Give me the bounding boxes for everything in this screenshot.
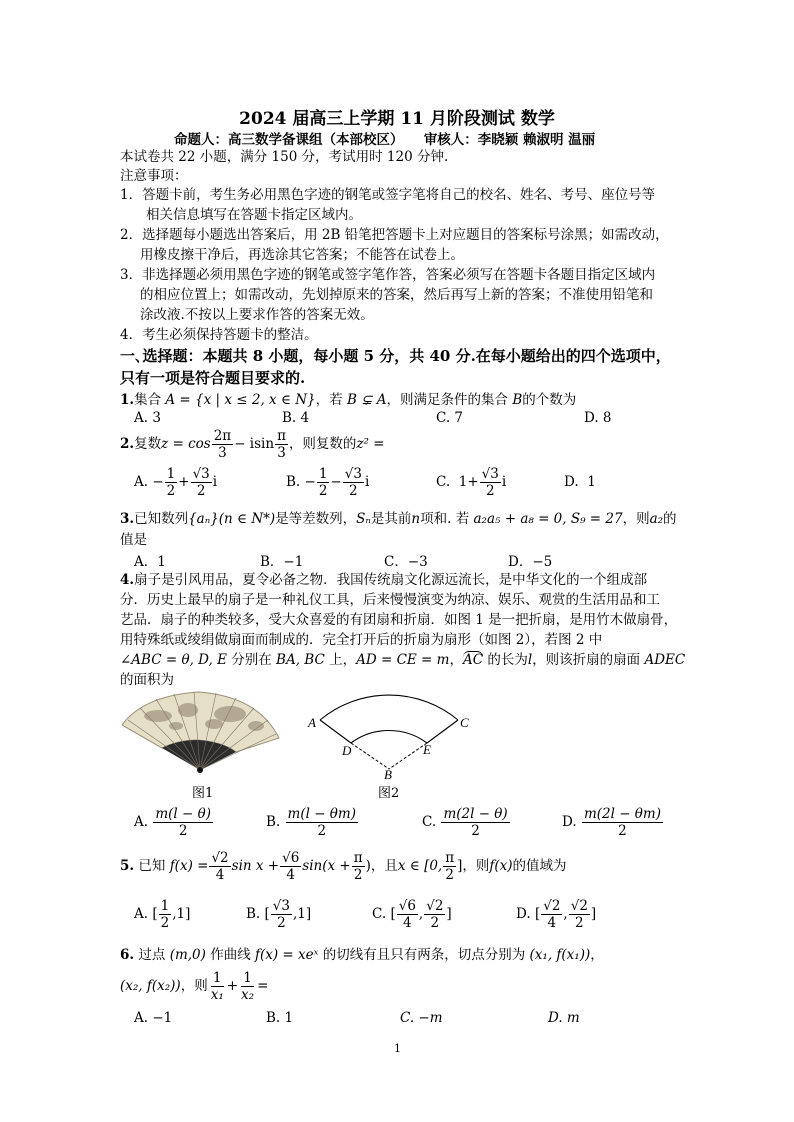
point-c-label: C	[460, 715, 469, 730]
q4-c-num: m(2l − θ)	[443, 805, 508, 822]
q4-option-b	[266, 802, 359, 842]
q4-line2: 分．历史上最早的扇子是一种礼仪工具，后来慢慢演变为纳凉、娱乐、观赏的生活用品和工	[120, 592, 660, 608]
q4-c-den: 2	[471, 822, 480, 839]
q5-d-den-1: 4	[547, 914, 557, 931]
q2-a-frac	[165, 466, 178, 499]
q5-term-2: sin(x +	[302, 858, 351, 874]
q5-a-tail: ,1]	[172, 906, 191, 922]
q5-c-num-2: √2	[426, 897, 444, 914]
q4-option-d	[562, 802, 664, 842]
q6-option-b: B. 1	[266, 1010, 294, 1026]
q2-frac-2	[275, 428, 288, 461]
q6-option-a: A. −1	[134, 1010, 173, 1026]
q3-option-a: A．1	[134, 554, 166, 570]
q6-number: 6.	[120, 947, 135, 963]
q1-text-c: ，则满足条件的集合	[386, 392, 509, 408]
q2-option-b	[286, 464, 369, 500]
note-4: 4．考生必须保持答题卡的整洁。	[120, 327, 318, 343]
q2-c-label: C.	[436, 474, 451, 490]
q4-option-a	[134, 802, 214, 842]
point-a-label: A	[308, 715, 316, 730]
q5-text-c: ，则	[462, 858, 490, 874]
q3-sn: Sₙ	[356, 511, 371, 527]
q5-d-frac-1	[541, 898, 562, 931]
q2-c-rad	[480, 466, 501, 499]
q5-d-den-2: 2	[575, 914, 584, 931]
q1-option-b: B. 4	[282, 410, 310, 426]
q5-a-open: [	[152, 906, 158, 922]
q5-c-tail: ]	[446, 906, 452, 922]
q1-set: A = {x | x ≤ 2, x ∈ N}	[165, 392, 316, 408]
q5-c-open: [	[390, 906, 396, 922]
q2-option-c	[436, 464, 506, 500]
q5-c-den-2: 2	[430, 914, 440, 931]
q2-frac-2-num: π	[277, 427, 286, 444]
q6-line2	[120, 966, 268, 1006]
q2-b-post: i	[364, 474, 370, 490]
point-e-label: E	[423, 742, 431, 757]
q5-a-num: 1	[160, 897, 170, 914]
q5-d-tail: ]	[590, 906, 597, 922]
q1-option-d: D. 8	[584, 410, 612, 426]
q2-b-frac-num: 1	[318, 465, 328, 482]
q5-a-den: 2	[160, 914, 170, 931]
q1-relation: B ⊊ A	[346, 392, 387, 408]
q3-line2: 值是	[120, 532, 147, 548]
q6-frac-1-num: 1	[212, 969, 222, 986]
note-2: 2．选择题每小题选出答案后，用 2B 铅笔把答题卡上对应题目的答案标号涂黑；如需改动，	[120, 227, 669, 243]
q5-dom-den: 2	[445, 866, 454, 883]
q4-d-num: m(2l − θm)	[583, 805, 662, 822]
note-3-cont2: 涂改液.不按以上要求作答的答案无效。	[140, 307, 374, 323]
q4-a-label: A.	[134, 814, 149, 830]
q2-d-label: D.	[564, 474, 579, 490]
q5-c2-den: 4	[286, 866, 295, 883]
q6-text-b: 作曲线	[210, 947, 251, 963]
q5-c-label: C.	[372, 906, 387, 922]
q5-domain-close: ]	[457, 858, 463, 874]
notes-heading: 注意事项：	[120, 168, 188, 184]
q3-option-d: D．−5	[508, 554, 553, 570]
q4-line1: 扇子是引风用品，夏令必备之物．我国传统扇文化源远流长，是中华文化的一个组成部	[134, 572, 648, 588]
q2-a-frac-den: 2	[166, 482, 176, 499]
q4-arc: AC	[462, 652, 484, 668]
q2-lhs: z = cos	[161, 436, 211, 452]
q4-adec: ADEC	[644, 652, 686, 668]
q5-c2-num: √6	[282, 849, 300, 866]
q3-text: 已知数列	[134, 511, 189, 527]
q5-option-d	[516, 894, 596, 934]
q6-frac-2-den: x₂	[241, 986, 255, 1003]
q4-a-num: m(l − θ)	[155, 805, 212, 822]
q2-b-mid: −	[330, 474, 342, 490]
q5-b-label: B.	[246, 906, 261, 922]
q1-text: 集合	[134, 392, 162, 408]
q4-l: l	[527, 652, 533, 668]
folding-fan-figure	[118, 690, 283, 775]
q3-cond: a₂a₅ + a₈ = 0, S₉ = 27	[473, 511, 623, 527]
q6-option-c: C. −m	[400, 1010, 443, 1026]
q2-d-value: 1	[587, 474, 596, 490]
q2-frac-1	[212, 428, 233, 461]
question-1	[120, 390, 576, 410]
q5-option-c	[372, 894, 452, 934]
q5-number: 5.	[120, 858, 135, 874]
q2-a-frac-num: 1	[166, 465, 176, 482]
q6-frac-2	[239, 970, 256, 1003]
question-2	[120, 426, 385, 462]
q4-d-den: 2	[618, 822, 627, 839]
q1-option-c: C. 7	[436, 410, 464, 426]
q5-c-frac-1	[397, 898, 418, 931]
q4-line3: 艺品．扇子的种类较多，受大众喜爱的有团扇和折扇．如图 1 是一把折扇，是用竹木做扇骨，	[120, 612, 678, 628]
q1-text-b: ，若	[315, 392, 343, 408]
question-5	[120, 846, 567, 886]
q2-mid: − isin	[234, 436, 275, 452]
q2-a-rad-num: √3	[192, 465, 210, 482]
q4-line4: 用特殊纸或绫绢做扇面而制成的．完全打开后的折扇为扇形（如图 2），若图 2 中	[120, 632, 603, 648]
q2-z2: z² =	[356, 436, 385, 452]
note-1-cont: 相关信息填写在答题卡指定区域内。	[146, 207, 362, 223]
q3-a2: a₂	[649, 511, 664, 527]
q2-option-a	[134, 464, 217, 500]
q3-text-f: 的	[663, 511, 677, 527]
q2-option-d	[564, 474, 596, 490]
q2-c-pre: 1+	[458, 474, 479, 490]
q5-dom-frac	[443, 850, 456, 883]
q1-option-a: A. 3	[134, 410, 161, 426]
q5-b-den: 2	[277, 914, 286, 931]
figure-1-caption: 图1	[192, 786, 214, 801]
q5-b-open: [	[264, 906, 270, 922]
q3-text-b: 是等差数列，	[275, 511, 357, 527]
q5-d-sep: ,	[563, 906, 568, 922]
q6-text-d: ，	[590, 947, 604, 963]
q2-b-pre: −	[304, 474, 316, 490]
q4-l5b: 分别在	[226, 652, 277, 668]
q6-frac-1-den: x₁	[210, 986, 224, 1003]
q5-c-den-1: 4	[403, 914, 412, 931]
q5-a-label: A.	[134, 906, 149, 922]
q3-option-b: B．−1	[260, 554, 304, 570]
q5-b-frac	[271, 898, 292, 931]
q2-frac-1-den: 3	[218, 444, 227, 461]
question-6	[120, 945, 604, 965]
q5-term-3: )	[365, 858, 371, 874]
q4-c-label: C.	[422, 814, 437, 830]
page-title: 2024 届高三上学期 11 月阶段测试 数学	[239, 109, 555, 129]
question-3	[120, 509, 677, 529]
page-number: 1	[394, 1042, 401, 1055]
q2-a-rad-den: 2	[196, 482, 206, 499]
q5-c-frac-2	[424, 898, 445, 931]
q5-d-num-2: √2	[570, 897, 588, 914]
q6-frac-2-num: 1	[243, 969, 252, 986]
q5-option-a	[134, 894, 190, 934]
q5-c1-den: 4	[215, 866, 225, 883]
q2-c-rad-num: √3	[481, 465, 499, 482]
q2-b-label: B.	[286, 474, 301, 490]
q5-c-sep: ,	[418, 906, 424, 922]
q2-frac-1-num: 2π	[213, 427, 232, 444]
q5-text-d: 的值域为	[512, 858, 567, 874]
note-1: 1．答题卡前，考生务必用黑色字迹的钢笔或签字笔将自己的校名、姓名、考号、座位号等	[120, 187, 656, 203]
q5-d-num-1: √2	[543, 897, 561, 914]
sector-figure	[306, 683, 478, 779]
q2-b-rad-num: √3	[344, 465, 362, 482]
q5-d-label: D.	[516, 906, 531, 922]
q1-set-b: B	[512, 392, 523, 408]
q4-c-frac	[441, 806, 509, 839]
q6-p2: (x₂, f(x₂))	[120, 978, 181, 994]
q4-a-den: 2	[178, 822, 188, 839]
q5-a-frac	[159, 898, 172, 931]
q4-option-c	[422, 802, 511, 842]
intro-line: 本试卷共 22 小题，满分 150 分，考试用时 120 分钟.	[120, 149, 449, 165]
q2-c-post: i	[501, 474, 507, 490]
q2-b-rad	[343, 466, 364, 499]
q5-coef-1	[209, 850, 230, 883]
note-3: 3．非选择题必须用黑色字迹的钢笔或签字笔作答，答案必须写在答题卡各题目指定区域内	[120, 267, 656, 283]
q4-l5g: 的长为	[483, 652, 528, 668]
q2-a-pre: −	[152, 474, 164, 490]
q5-fx2: f(x)	[489, 858, 513, 874]
q2-c-rad-den: 2	[485, 482, 495, 499]
q5-b-num: √3	[272, 897, 290, 914]
point-d-label: D	[342, 743, 352, 758]
q6-p1: (x₁, f(x₁))	[529, 947, 591, 963]
q2-b-frac-den: 2	[318, 482, 328, 499]
q2-text: 复数	[134, 436, 162, 452]
q4-line6: 的面积为	[120, 672, 174, 688]
authors-line: 命题人：高三数学备课组（本部校区） 审核人：李晓颖 赖淑明 温丽	[174, 132, 596, 148]
q3-seq: {aₙ}(n ∈ N*)	[188, 511, 276, 527]
q2-a-rad	[191, 466, 212, 499]
q2-a-post: i	[212, 474, 218, 490]
q3-text-d: 项和. 若	[420, 511, 470, 527]
q3-text-e: ，则	[622, 511, 650, 527]
section-heading-line2: 只有一项是符合题目要求的.	[120, 369, 306, 387]
q5-pi-num: π	[353, 849, 363, 866]
q1-number: 1.	[120, 392, 135, 408]
q3-text-c: 是其前	[370, 511, 412, 527]
q5-d-open: [	[534, 906, 541, 922]
q5-term-1: sin x +	[231, 858, 280, 874]
q2-a-mid: +	[178, 474, 190, 490]
q5-domain: x ∈ [0,	[397, 858, 443, 874]
figure-2-caption: 图2	[378, 786, 400, 801]
q6-text-c: 的切线有且只有两条，切点分别为	[322, 947, 526, 963]
q5-b-tail: ,1]	[293, 906, 312, 922]
q5-text-b: ，且	[370, 858, 398, 874]
q2-text-b: ，则复数的	[288, 436, 357, 452]
q5-pi-half	[352, 850, 365, 883]
q2-b-rad-den: 2	[349, 482, 358, 499]
q4-b-den: 2	[317, 822, 327, 839]
q3-number: 3.	[120, 511, 135, 527]
q5-dom-num: π	[445, 849, 455, 866]
q5-c1-num: √2	[211, 849, 229, 866]
q4-l5h: ，则该折扇的扇面	[532, 652, 645, 668]
question-4	[120, 570, 647, 590]
q6-fx: f(x) = xeˣ	[255, 947, 319, 963]
q2-frac-2-den: 3	[277, 444, 286, 461]
q5-d-frac-2	[569, 898, 590, 931]
q6-text: 过点	[138, 947, 166, 963]
note-2-cont: 用橡皮擦干净后，再选涂其它答案；不能答在试卷上。	[140, 247, 464, 263]
q5-option-b	[246, 894, 311, 934]
point-b-label: B	[384, 767, 392, 779]
q4-l5f: ，	[449, 652, 463, 668]
q4-d-frac	[582, 806, 663, 839]
q4-number: 4.	[120, 572, 135, 588]
q4-b-frac	[286, 806, 358, 839]
section-heading-line1: 一､选择题：本题共 8 小题，每小题 5 分，共 40 分.在每小题给出的四个选项中，	[120, 347, 671, 365]
q4-angle: ∠ABC = θ, D, E	[120, 652, 227, 668]
q4-a-frac	[153, 806, 213, 839]
q6-text-e: ，则	[180, 978, 208, 994]
q6-frac-1	[209, 970, 226, 1003]
q2-b-frac	[317, 466, 330, 499]
q4-d-label: D.	[562, 814, 577, 830]
q4-l5d: 上，	[324, 652, 357, 668]
q2-number: 2.	[120, 436, 135, 452]
q4-b-num: m(l − θm)	[287, 805, 356, 822]
q6-equals: =	[257, 978, 269, 994]
q4-b-label: B.	[266, 814, 281, 830]
q4-l5e: AD = CE = m	[356, 652, 450, 668]
q5-text: 已知	[138, 858, 166, 874]
q5-coef-2	[280, 850, 301, 883]
q6-point: (m,0)	[169, 947, 206, 963]
q4-l5c: BA, BC	[276, 652, 325, 668]
q3-n: n	[411, 511, 421, 527]
q5-c-num-1: √6	[398, 897, 416, 914]
q6-plus: +	[226, 978, 239, 994]
q5-pi-den: 2	[353, 866, 363, 883]
q6-option-d: D. m	[548, 1010, 580, 1026]
q4-line5	[120, 650, 685, 670]
q5-fx: f(x) =	[169, 858, 209, 874]
note-3-cont: 的相应位置上；如需改动，先划掉原来的答案，然后再写上新的答案；不准使用铅笔和	[140, 287, 653, 303]
q2-a-label: A.	[134, 474, 149, 490]
q3-option-c: C．−3	[384, 554, 428, 570]
q1-text-d: 的个数为	[522, 392, 577, 408]
